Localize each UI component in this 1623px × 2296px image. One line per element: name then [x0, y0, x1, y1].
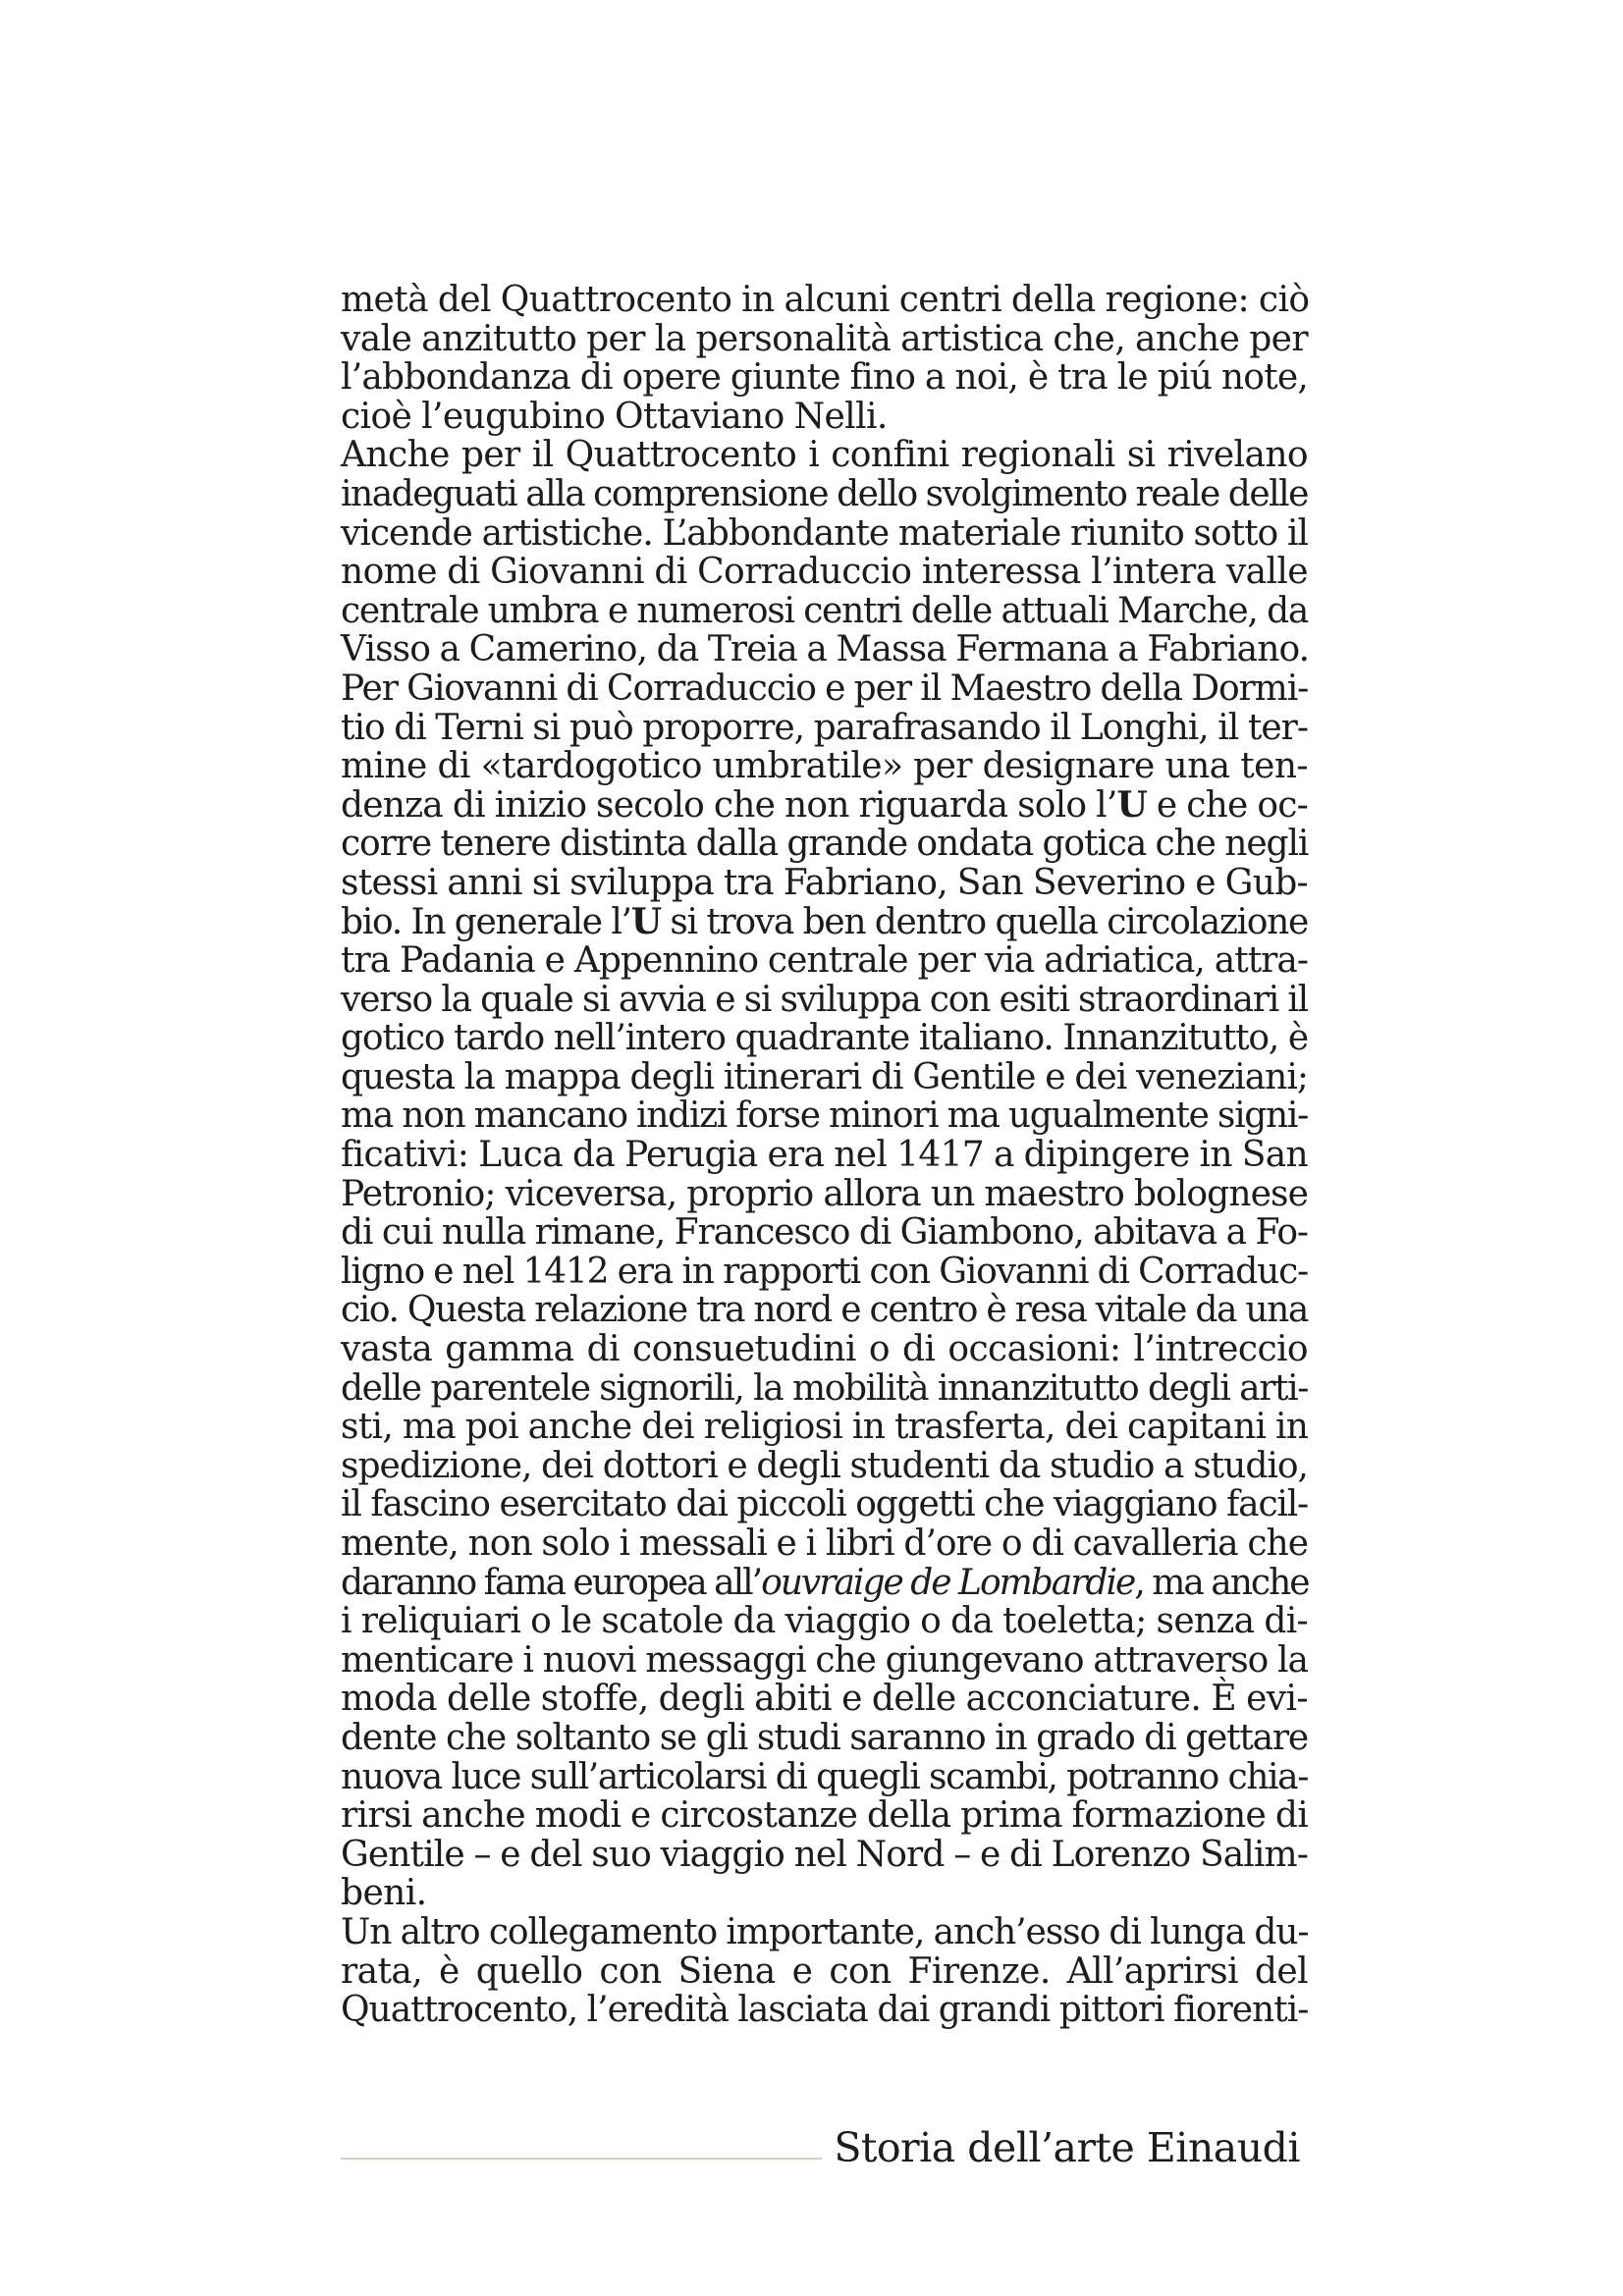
bold-run: U [630, 900, 661, 942]
text-line: mente, non solo i messali e i libri d’ore o di cavalleria che [341, 1523, 1308, 1564]
text-line: ficativi: Luca da Perugia era nel 1417 a dipingere in San [341, 1135, 1308, 1176]
italic-run: ouvraige de Lombardie [761, 1562, 1135, 1603]
footer-title: Storia dell’arte Einaudi [834, 2124, 1300, 2171]
body-text [341, 281, 1308, 2030]
text-line [341, 783, 1309, 826]
text-line: l’abbondanza di opere giunte fino a noi, è tra le piú note, [341, 357, 1308, 399]
text-line: rirsi anche modi e circostanze della prima formazione di [341, 1795, 1309, 1837]
text-line: verso la quale si avvia e si sviluppa con esiti straordinari il [341, 979, 1308, 1020]
text-line: cioè l’eugubino Ottaviano Nelli. [341, 396, 888, 437]
text-line: Un altro collegamento importante, anch’esso di lunga du- [341, 1911, 1309, 1952]
text-line: ma non mancano indizi forse minori ma ugualmente signi- [341, 1095, 1308, 1137]
text-line: stessi anni si sviluppa tra Fabriano, San Severino e Gub- [341, 862, 1308, 903]
text-line: questa la mappa degli itinerari di Gentile e dei veneziani; [341, 1056, 1308, 1097]
text-line: tra Padania e Appennino centrale per via adriatica, attra- [341, 940, 1308, 982]
text-line: ligno e nel 1412 era in rapporti con Giovanni di Corraduc- [341, 1251, 1308, 1292]
text-line: Petronio; viceversa, proprio allora un maestro bolognese [341, 1173, 1308, 1214]
text-line: spedizione, dei dottori e degli studenti da studio a studio, [341, 1445, 1308, 1486]
text-line: dente che soltanto se gli studi saranno in grado di gettare [341, 1717, 1308, 1758]
bold-run: U [1116, 783, 1148, 826]
text-line [341, 1564, 1308, 1603]
text-line: inadeguati alla comprensione dello svolgimento reale delle [341, 473, 1308, 514]
text-run: , ma anche [1134, 1562, 1309, 1603]
text-line: corre tenere distinta dalla grande ondata gotica che negli [341, 824, 1309, 865]
text-line: beni. [341, 1873, 427, 1914]
text-line: Gentile – e del suo viaggio nel Nord – e di Lorenzo Salim- [341, 1834, 1308, 1875]
text-line: mine di «tardogotico umbratile» per designare una ten- [341, 746, 1308, 787]
text-line: vasta gamma di consuetudini o di occasioni: l’intreccio [341, 1329, 1308, 1370]
text-run: si trova ben dentro quella circolazione [660, 901, 1308, 942]
text-run: daranno fama europea all’ [341, 1562, 762, 1603]
text-line: vale anzitutto per la personalità artistica che, anche per [341, 318, 1308, 359]
text-line: Anche per il Quattrocento i confini regionali si rivelano [341, 435, 1308, 476]
text-run: e che oc- [1147, 784, 1309, 826]
text-line: tio di Terni si può proporre, parafrasando il Longhi, il ter- [341, 707, 1308, 748]
text-line: di cui nulla rimane, Francesco di Giambono, abitava a Fo- [341, 1212, 1308, 1254]
text-run: bio. In generale l’ [341, 901, 631, 942]
text-line: moda delle stoffe, degli abiti e delle acconciature. È evi- [341, 1679, 1308, 1720]
text-line: Per Giovanni di Corraduccio e per il Maestro della Dormi- [341, 667, 1309, 709]
footer-rule [341, 2158, 822, 2160]
text-line: menticare i nuovi messaggi che giungevano attraverso la [341, 1639, 1308, 1681]
text-line: metà del Quattrocento in alcuni centri della regione: ciò [341, 280, 1310, 320]
text-line: Quattrocento, l’eredità lasciata dai grandi pittori fiorenti- [341, 1990, 1309, 2031]
text-run: denza di inizio secolo che non riguarda solo l’ [341, 784, 1117, 826]
text-line: sti, ma poi anche dei religiosi in trasferta, dei capitani in [341, 1407, 1309, 1448]
text-line: nuova luce sull’articolarsi di quegli scambi, potranno chia- [341, 1756, 1308, 1797]
text-line: delle parentele signorili, la mobilità innanzitutto degli arti- [341, 1367, 1308, 1409]
text-line: cio. Questa relazione tra nord e centro è resa vitale da una [341, 1290, 1308, 1331]
text-line: centrale umbra e numerosi centri delle attuali Marche, da [341, 590, 1308, 631]
text-line: il fascino esercitato dai piccoli oggetti che viaggiano facil- [341, 1484, 1308, 1525]
text-line: gotico tardo nell’intero quadrante italiano. Innanzitutto, è [341, 1018, 1308, 1059]
text-line: Visso a Camerino, da Treia a Massa Fermana a Fabriano. [341, 629, 1310, 670]
text-line: i reliquiari o le scatole da viaggio o da toeletta; senza di- [341, 1601, 1308, 1642]
text-line: rata, è quello con Siena e con Firenze. All’aprirsi del [341, 1950, 1308, 1992]
text-line: nome di Giovanni di Corraduccio interessa l’intera valle [341, 552, 1308, 593]
text-line [341, 900, 1308, 942]
text-line: vicende artistiche. L’abbondante materiale riunito sotto il [341, 512, 1308, 554]
